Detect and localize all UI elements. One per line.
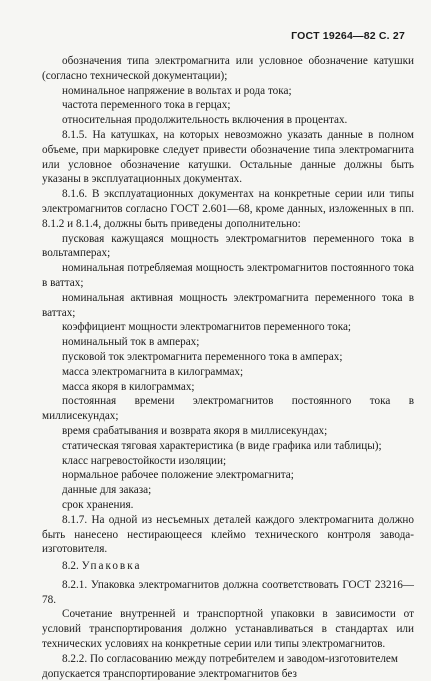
list-item: срок хранения. bbox=[62, 498, 134, 511]
list-item: пусковая кажущаяся мощность электромагнитов переменного тока в вольтамперах; bbox=[42, 232, 414, 260]
list-item: нормальное рабочее положение электромагнита; bbox=[62, 469, 294, 482]
list-item: время срабатывания и возврата якоря в миллисекундах; bbox=[62, 424, 328, 437]
paragraph: 8.2.1. Упаковка электромагнитов должна соответствовать ГОСТ 23216—78. bbox=[42, 578, 414, 606]
paragraph: 8.1.5. На катушках, на которых невозможно указать данные в полном объеме, при маркировке следует привести обозначение типа электромагнита или условное обозначение катушки. Остальные данные должны быть указаны в эксплуатационных документах. bbox=[42, 128, 414, 186]
list-item: данные для заказа; bbox=[62, 484, 152, 497]
paragraph: относительная продолжительность включения в процентах. bbox=[62, 114, 348, 127]
paragraph: 8.2.2. По согласованию между потребителем и заводом-изготовителем допускается транспортирование электромагнитов без bbox=[42, 652, 398, 680]
paragraph: номинальное напряжение в вольтах и рода тока; bbox=[62, 84, 292, 97]
paragraph: Сочетание внутренней и транспортной упаковки в зависимости от условий транспортирования должно устанавливаться в стандартах или технических условиях на конкретные серии или типы электромагнитов. bbox=[42, 608, 414, 651]
section-title: Упаковка bbox=[81, 560, 142, 573]
section-heading bbox=[42, 559, 414, 574]
list-item: номинальный ток в амперах; bbox=[62, 336, 200, 349]
paragraph: 8.1.7. На одной из несъемных деталей каждого электромагнита должно быть нанесено нестирающееся клеймо технического контроля завода-изготовителя. bbox=[42, 513, 414, 556]
list-item: статическая тяговая характеристика (в виде графика или таблицы); bbox=[62, 439, 382, 452]
list-item: номинальная потребляемая мощность электромагнитов постоянного тока в ваттах; bbox=[42, 262, 414, 289]
list-item: масса якоря в килограммах; bbox=[62, 380, 195, 393]
list-item: класс нагревостойкости изоляции; bbox=[62, 454, 227, 467]
paragraph: 8.1.6. В эксплуатационных документах на конкретные серии или типы электромагнитов согласно ГОСТ 2.601—68, кроме данных, изложенных в пп. 8.1.2 и 8.1.4, должны быть приведены дополнительно: bbox=[42, 188, 414, 230]
list-item: коэффициент мощности электромагнитов переменного тока; bbox=[62, 321, 352, 334]
list-item: масса электромагнита в килограммах; bbox=[62, 365, 244, 378]
paragraph: обозначения типа электромагнита или условное обозначение катушки (согласно технической документации); bbox=[42, 55, 414, 82]
list-item: номинальная активная мощность электромагнита переменного тока в ваттах; bbox=[42, 291, 414, 319]
list-item: пусковой ток электромагнита переменного тока в амперах; bbox=[62, 350, 343, 363]
section-number: 8.2. bbox=[62, 560, 79, 573]
page-header: ГОСТ 19264—82 С. 27 bbox=[291, 30, 405, 42]
document-body bbox=[42, 54, 414, 681]
list-item: постоянная времени электромагнитов постоянного тока в миллисекундах; bbox=[42, 395, 414, 423]
paragraph: частота переменного тока в герцах; bbox=[62, 99, 231, 112]
